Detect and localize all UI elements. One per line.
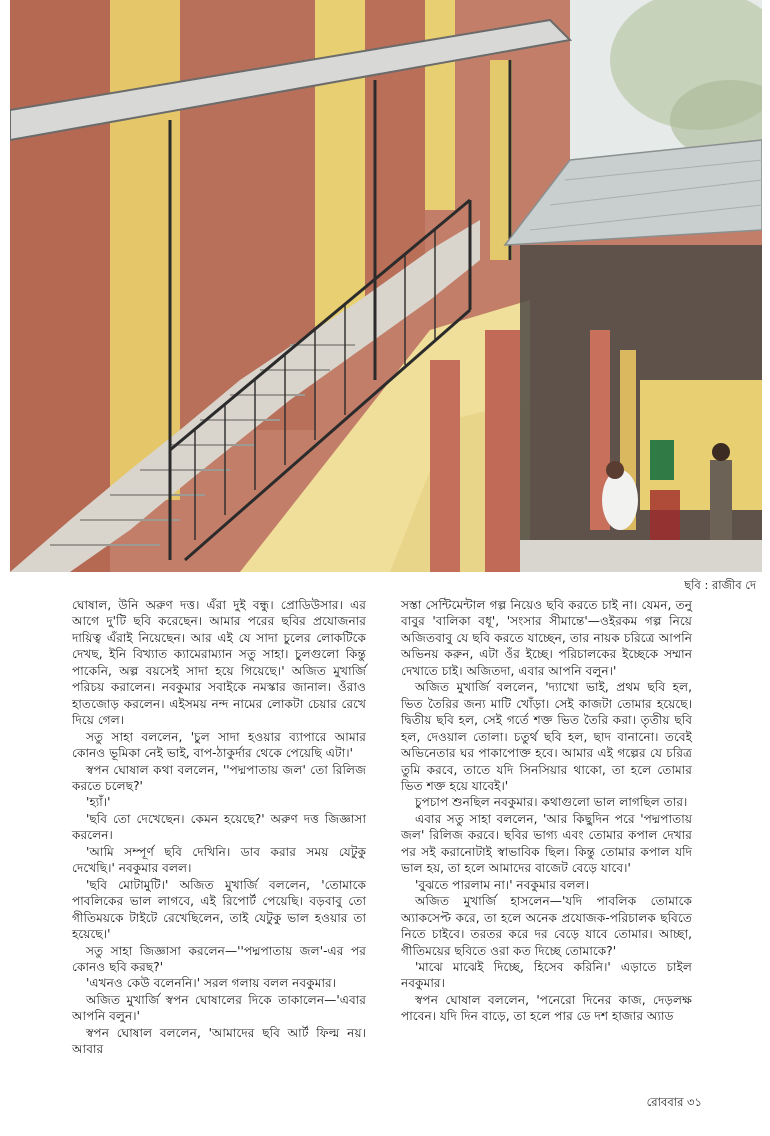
paragraph: সতু সাহা জিজ্ঞাসা করলেন—''পদ্মপাতায় জল'-এর পর কোনও ছবি করছ?' <box>72 943 366 974</box>
paragraph: 'বুঝতে পারলাম না।' নবকুমার বলল। <box>415 877 590 892</box>
paragraph: এবার সতু সাহা বললেন, 'আর কিছুদিন পরে 'পদ্মপাতায় জল' রিলিজ করবে। ছবির ভাগ্য এবং তোমার কপাল দেখার পর সই করানোটাই স্বাভাবিক ছিল। কিন্তু তোমার কপাল যদি ভাল হয়, তা হলে আমাদের বাজেট বেড়ে যাবে।' <box>401 811 692 876</box>
paragraph: ঘোষাল, উনি অরুণ দত্ত। এঁরা দুই বন্ধু। প্রোডিউসার। এর আগে দু'টি ছবি করেছেন। আমার পরের ছবির প্রযোজনার দায়িত্ব এঁরাই নিয়েছেন। আর এই যে সাদা চুলের লোকটিকে দেখছ, ইনি বিখ্যাত ক্যামেরাম্যান সতু সাহা। চুলগুলো কিন্তু পাকেনি, অল্প বয়সেই সাদা হয়ে গিয়েছে।' অজিত মুখার্জি পরিচয় করালেন। নবকুমার সবাইকে নমস্কার জানাল। ওঁরাও হাতজোড় করলেন। এইসময় নন্দ নামের লোকটা চেয়ার রেখে দিয়ে গেল। <box>72 598 366 728</box>
paragraph: 'ছবি মোটামুটি।' অজিত মুখার্জি বললেন, 'তোমাকে পাবলিকের ভাল লাগবে, এই রিপোর্ট পেয়েছি। বড়বাবু তো গীতিময়কে টাইটে রেখেছিলেন, তাই যেটুকু ভাল হওয়ার তা হয়েছে।' <box>72 877 366 942</box>
paragraph: স্বপন ঘোষাল বললেন, 'আমাদের ছবি আর্ট ফিল্ম নয়। আবার <box>72 1025 366 1057</box>
right-text-column <box>401 597 692 1025</box>
paragraph: 'হ্যাঁ।' <box>86 795 111 810</box>
paragraph: 'মাঝে মাঝেই দিচ্ছে, হিসেব করিনি।' এড়াতে চাইল নবকুমার। <box>401 959 692 991</box>
photo-credit: ছবি : রাজীব দে <box>684 578 756 592</box>
paragraph: সতু সাহা বললেন, 'চুল সাদা হওয়ার ব্যাপারে আমার কোনও ভূমিকা নেই ভাই, বাপ-ঠাকুর্দার থেকে পেয়েছি এটা।' <box>72 729 366 761</box>
paragraph: চুপচাপ শুনছিল নবকুমার। কথাগুলো ভাল লাগছিল তার। <box>415 795 688 810</box>
paragraph: স্বপন ঘোষাল কথা বললেন, ''পদ্মপাতায় জল' তো রিলিজ করতে চলেছ?' <box>72 762 366 793</box>
page-footer: রোববার ৩১ <box>646 1095 702 1109</box>
paragraph: 'এখনও কেউ বলেননি।' সরল গলায় বলল নবকুমার। <box>86 976 337 991</box>
paragraph: 'ছবি তো দেখেছেন। কেমন হয়েছে?' অরুণ দত্ত জিজ্ঞাসা করলেন। <box>72 811 366 843</box>
left-text-column <box>72 597 366 1058</box>
paragraph: অজিত মুখার্জি হাসলেন—'যদি পাবলিক তোমাকে অ্যাকসেপ্ট করে, তা হলে অনেক প্রযোজক-পরিচালক ছবিতে নিতে চাইবে। তরতর করে দর বেড়ে যাবে তোমার। আচ্ছা, গীতিময়ের ছবিতে ওরা কত দিচ্ছে তোমাকে?' <box>401 894 692 958</box>
paragraph: 'আমি সম্পূর্ণ ছবি দেখিনি। ডাব করার সময় যেটুকু দেখেছি।' নবকুমার বলল। <box>72 844 366 876</box>
paragraph: অজিত মুখার্জি বললেন, 'দ্যাখো ভাই, প্রথম ছবি হল, ভিত তৈরির জন্য মাটি খোঁড়া। সেই কাজটা তোমার হয়েছে। দ্বিতীয় ছবি হল, সেই গর্তে শক্ত ভিত তৈরি করা। তৃতীয় ছবি হল, দেওয়াল তোলা। চতুর্থ ছবি হল, ছাদ বানানো। তবেই অভিনেতার ঘর পাকাপোক্ত হবে। আমার এই গল্পের যে চরিত্র তুমি করবে, তাতে যদি সিনসিয়ার থাকো, তা হলে তোমার ভিত শক্ত হয়ে যাবেই।' <box>401 680 692 793</box>
staircase-photo <box>10 0 762 572</box>
photo-illustration <box>10 0 762 572</box>
paragraph: অজিত মুখার্জি স্বপন ঘোষালের দিকে তাকালেন—'এবার আপনি বলুন।' <box>72 992 366 1024</box>
paragraph: সস্তা সেন্টিমেন্টাল গল্প নিয়েও ছবি করতে চাই না। যেমন, তনু বাবুর 'বালিকা বধূ', 'সংসার সীমান্তে'—ওইরকম গল্প নিয়ে অজিতবাবু যে ছবি করতে যাচ্ছেন, তার নায়ক চরিত্রে আপনি অভিনয় করুন, এটা ওঁর ইচ্ছে। পরিচালকের ইচ্ছেকে সম্মান দেখাতে চাই। অজিতদা, এবার আপনি বলুন।' <box>401 598 692 678</box>
paragraph: স্বপন ঘোষাল বললেন, 'পনেরো দিনের কাজ, দেড়লক্ষ পাবেন। যদি দিন বাড়ে, তা হলে পার ডে দশ হাজার অ্যাড <box>401 992 692 1024</box>
